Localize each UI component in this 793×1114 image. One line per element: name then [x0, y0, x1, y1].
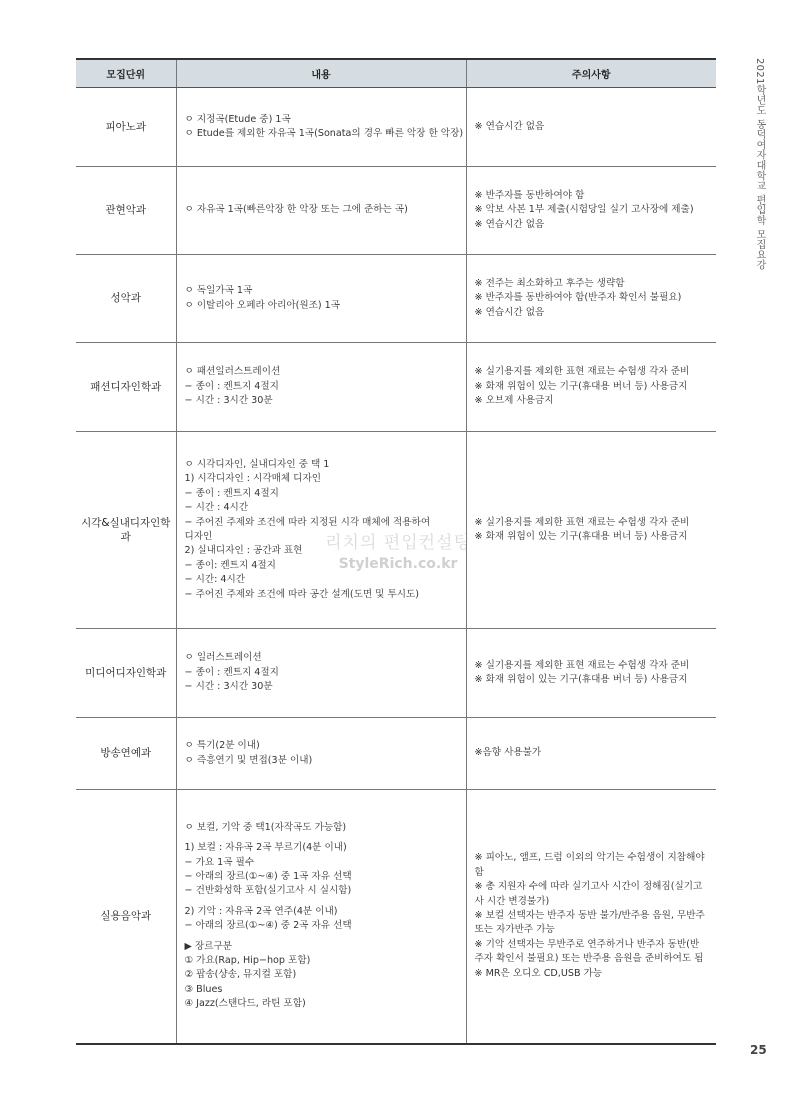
unit-cell: 미디어디자인학과: [76, 629, 176, 718]
note-line: ※ 피아노, 앰프, 드럼 이외의 악기는 수험생이 지참해야 함: [474, 852, 705, 878]
content-line: ④ Jazz(스탠다드, 라틴 포함): [184, 998, 306, 1010]
content-line: 1) 보컬 : 자유곡 2곡 부르기(4분 이내): [184, 842, 347, 854]
note-line: ※ 오브제 사용금지: [474, 395, 554, 407]
note-line: ※ 악보 사본 1부 제출(시험당일 실기 고사장에 제출): [474, 204, 694, 216]
notes-cell: [466, 167, 716, 255]
table-row: [76, 343, 716, 432]
note-line: ※ 화재 위험이 있는 기구(휴대용 버너 등) 사용금지: [474, 531, 688, 542]
table-row: [76, 167, 716, 255]
content-line: ㅇ Etude를 제외한 자유곡 1곡(Sonata의 경우 빠른 악장 한 악장): [184, 128, 464, 139]
unit-cell: 실용음악과: [76, 790, 176, 1044]
content-line: ㅇ 이탈리아 오페라 아리아(원조) 1곡: [184, 299, 341, 311]
content-line: − 건반화성학 포함(실기고사 시 실시함): [184, 885, 352, 897]
content-cell: [176, 343, 466, 432]
content-line: − 종이 : 켄트지 4절지: [184, 380, 279, 392]
requirements-table: [76, 58, 716, 1045]
content-line: 2) 기악 : 자유곡 2곡 연주(4분 이내): [184, 905, 338, 917]
table-row: [76, 255, 716, 343]
note-line: ※ 반주자를 동반하여야 함(반주자 확인서 불필요): [474, 292, 682, 304]
content-line: ③ Blues: [184, 983, 223, 995]
content-line: − 아래의 장르(①~④) 중 1곡 자유 선택: [184, 871, 352, 883]
header-content: 내용: [176, 59, 466, 88]
content-line: ② 팝송(샹송, 뮤지컬 포함): [184, 969, 297, 981]
side-document-title: 2021학년도 동덕여자대학교 편입학 모집요강: [754, 58, 765, 271]
content-cell: [176, 718, 466, 790]
content-cell: [176, 432, 466, 629]
content-line: ㅇ 자유곡 1곡(빠른악장 한 악장 또는 그에 준하는 곡): [184, 204, 408, 216]
note-line: ※ 보컬 선택자는 반주자 동반 불가/반주용 음원, 무반주 또는 자가반주 가능: [474, 910, 705, 936]
notes-cell: [466, 718, 716, 790]
note-line: ※ 연습시간 없음: [474, 218, 545, 230]
unit-cell: 패션디자인학과: [76, 343, 176, 432]
table-row: [76, 790, 716, 1044]
notes-cell: [466, 790, 716, 1044]
content-line: 1) 시각디자인 : 시각매체 디자인: [184, 473, 321, 485]
content-line: ㅇ 보컬, 기악 중 택1(자작곡도 가능함): [184, 821, 347, 833]
content-cell: [176, 790, 466, 1044]
table-row: [76, 718, 716, 790]
content-line: ㅇ 시각디자인, 실내디자인 중 택 1: [184, 458, 330, 470]
notes-cell: [466, 255, 716, 343]
unit-cell: 시각&실내디자인학과: [76, 432, 176, 629]
header-unit: 모집단위: [76, 59, 176, 88]
content-line: − 아래의 장르(①~④) 중 2곡 자유 선택: [184, 920, 352, 932]
table-row: [76, 88, 716, 167]
note-line: ※ MR은 오디오 CD,USB 가능: [474, 967, 603, 979]
content-line: − 시간: 4시간: [184, 574, 246, 586]
notes-cell: [466, 629, 716, 718]
note-line: ※ 총 지원자 수에 따라 실기고사 시간이 정해짐(실기고사 시간 변경불가): [474, 881, 703, 907]
content-line: − 주어진 주제와 조건에 따라 지정된 시각 매체에 적용하여: [184, 516, 431, 528]
table-row: [76, 432, 716, 629]
note-line: ※ 실기용지를 제외한 표현 재료는 수험생 각자 준비: [474, 366, 690, 378]
content-line: − 시간 : 3시간 30분: [184, 395, 273, 407]
content-line: − 시간 : 3시간 30분: [184, 681, 273, 693]
content-line: ㅇ 즉흥연기 및 면접(3분 이내): [184, 754, 313, 766]
note-line: ※ 전주는 최소화하고 후주는 생략함: [474, 277, 625, 289]
note-line: ※ 기악 선택자는 무반주로 연주하거나 반주자 동반(반주자 확인서 불필요) 또는 반주용 음원을 준비하여도 됨: [474, 938, 704, 965]
content-line: − 시간 : 4시간: [184, 502, 249, 514]
content-line: ㅇ 지정곡(Etude 중) 1곡: [184, 113, 291, 125]
content-line: ㅇ 일러스트레이션: [184, 652, 262, 664]
content-line: 2) 실내디자인 : 공간과 표현: [184, 545, 303, 557]
notes-cell: [466, 88, 716, 167]
unit-cell: 성악과: [76, 255, 176, 343]
note-line: ※ 화재 위험이 있는 기구(휴대용 버너 등) 사용금지: [474, 380, 688, 392]
unit-cell: 피아노과: [76, 88, 176, 167]
note-line: ※ 실기용지를 제외한 표현 재료는 수험생 각자 준비: [474, 659, 690, 671]
content-line: − 종이: 켄트지 4절지: [184, 559, 276, 571]
note-line: ※ 화재 위험이 있는 기구(휴대용 버너 등) 사용금지: [474, 674, 688, 685]
content-line: − 가요 1곡 필수: [184, 856, 255, 868]
header-notes: 주의사항: [466, 59, 716, 88]
unit-cell: 방송연예과: [76, 718, 176, 790]
content-cell: [176, 167, 466, 255]
content-cell: [176, 255, 466, 343]
content-line: − 주어진 주제와 조건에 따라 공간 설계(도면 및 투시도): [184, 588, 420, 600]
content-line: ① 가요(Rap, Hip−hop 포함): [184, 955, 311, 967]
table-header-row: [76, 59, 716, 88]
note-line: ※ 연습시간 없음: [474, 120, 545, 132]
content-line: ▶ 장르구분: [184, 940, 232, 952]
note-line: ※ 실기용지를 제외한 표현 재료는 수험생 각자 준비: [474, 516, 690, 528]
content-cell: [176, 629, 466, 718]
table-row: [76, 629, 716, 718]
content-cell: [176, 88, 466, 167]
content-line: 디자인: [184, 531, 213, 542]
watermark-korean-text: 리치의 편입컨설팅: [325, 533, 471, 553]
watermark-url-text: StyleRich.co.kr: [338, 556, 458, 572]
note-line: ※음향 사용불가: [474, 747, 542, 759]
page-number: 25: [750, 1043, 767, 1057]
notes-cell: [466, 432, 716, 629]
note-line: ※ 연습시간 없음: [474, 306, 545, 318]
notes-cell: [466, 343, 716, 432]
content-line: ㅇ 특기(2분 이내): [184, 740, 260, 752]
note-line: ※ 반주자를 동반하여야 함: [474, 189, 585, 201]
content-line: ㅇ 독일가곡 1곡: [184, 285, 253, 297]
content-line: − 종이 : 켄트지 4절지: [184, 666, 279, 678]
content-line: ㅇ 패션일러스트레이션: [184, 366, 281, 378]
content-line: − 종이 : 켄트지 4절지: [184, 487, 279, 499]
unit-cell: 관현악과: [76, 167, 176, 255]
